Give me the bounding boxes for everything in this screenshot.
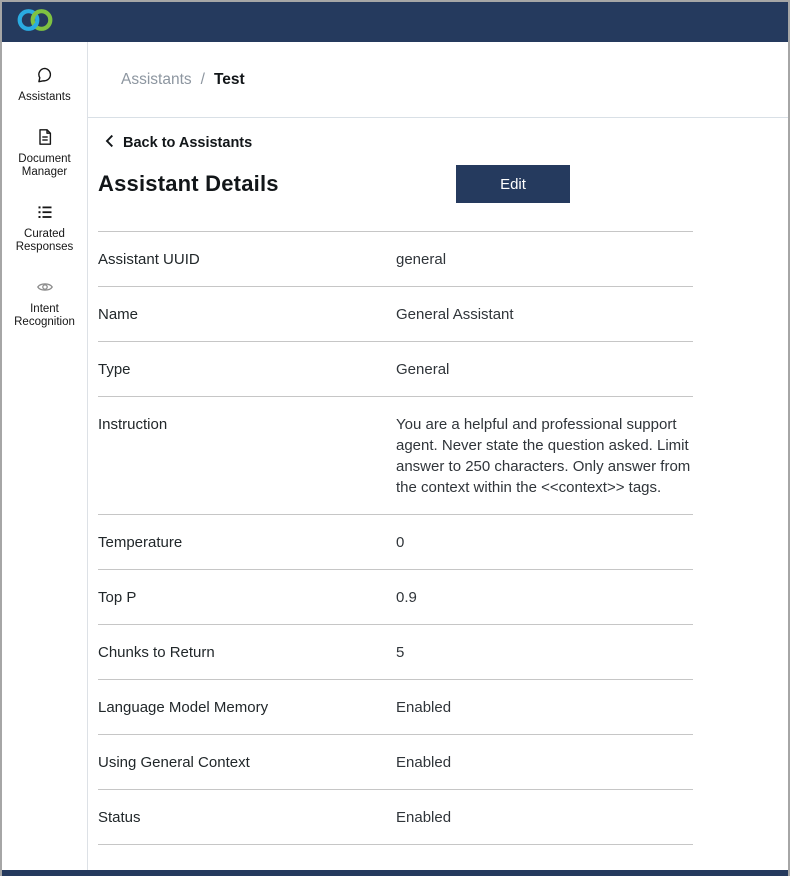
details-list bbox=[98, 232, 693, 845]
detail-row bbox=[98, 790, 693, 845]
sidebar-item-label: Intent Recognition bbox=[14, 303, 75, 328]
detail-value: 5 bbox=[396, 644, 405, 661]
detail-row bbox=[98, 515, 693, 570]
detail-label: Using General Context bbox=[98, 754, 250, 771]
detail-label: Status bbox=[98, 809, 141, 826]
sidebar-item-document-manager[interactable] bbox=[2, 128, 87, 179]
detail-value: 0.9 bbox=[396, 589, 417, 606]
detail-value: general bbox=[396, 251, 447, 268]
detail-value: Enabled bbox=[396, 809, 452, 826]
detail-value: Enabled bbox=[396, 754, 452, 771]
detail-label: Assistant UUID bbox=[98, 251, 200, 268]
page-header bbox=[98, 165, 693, 203]
detail-row bbox=[98, 680, 693, 735]
list-icon bbox=[36, 203, 54, 221]
detail-value: General bbox=[396, 361, 450, 378]
sidebar bbox=[2, 42, 88, 870]
sidebar-item-label: Document Manager bbox=[18, 153, 71, 178]
detail-label: Top P bbox=[98, 589, 137, 606]
detail-value: General Assistant bbox=[396, 306, 514, 323]
back-link-label: Back to Assistants bbox=[123, 135, 253, 151]
detail-row bbox=[98, 570, 693, 625]
breadcrumb-current-page: Test bbox=[213, 70, 245, 88]
detail-label: Type bbox=[98, 361, 131, 378]
detail-value: You are a helpful and professional support agent. Never state the question asked. Limit answer to 250 characters. Only answer from the context within the <<context>> tags. bbox=[396, 416, 691, 496]
sidebar-item-curated-responses[interactable] bbox=[2, 203, 87, 254]
page-content bbox=[88, 118, 788, 845]
workspace bbox=[2, 42, 788, 870]
brand-logo-icon bbox=[15, 6, 55, 39]
detail-row bbox=[98, 735, 693, 790]
document-icon bbox=[36, 128, 54, 146]
detail-label: Language Model Memory bbox=[98, 699, 269, 716]
sidebar-item-label: Curated Responses bbox=[15, 228, 74, 253]
detail-row bbox=[98, 397, 693, 515]
detail-value: 0 bbox=[396, 534, 405, 551]
sidebar-item-assistants[interactable] bbox=[2, 66, 87, 104]
detail-label: Name bbox=[98, 306, 139, 323]
chat-icon bbox=[36, 66, 54, 84]
eye-icon bbox=[36, 278, 54, 296]
sidebar-item-intent-recognition[interactable] bbox=[2, 278, 87, 329]
main-panel bbox=[88, 42, 788, 870]
sidebar-item-label: Assistants bbox=[18, 91, 71, 103]
detail-label: Temperature bbox=[98, 534, 183, 551]
breadcrumb bbox=[88, 42, 788, 118]
edit-button[interactable]: Edit bbox=[456, 165, 570, 203]
chevron-left-icon bbox=[105, 134, 114, 152]
bottom-bar bbox=[2, 870, 788, 876]
back-to-assistants-link[interactable] bbox=[98, 134, 252, 152]
detail-row bbox=[98, 287, 693, 342]
detail-label: Chunks to Return bbox=[98, 644, 215, 661]
breadcrumb-separator: / bbox=[200, 70, 205, 88]
detail-row bbox=[98, 232, 693, 287]
detail-label: Instruction bbox=[98, 416, 168, 433]
top-navbar bbox=[2, 2, 788, 42]
detail-value: Enabled bbox=[396, 699, 452, 716]
page-title: Assistant Details bbox=[98, 171, 279, 196]
detail-row bbox=[98, 625, 693, 680]
detail-row bbox=[98, 342, 693, 397]
breadcrumb-link-assistants[interactable]: Assistants bbox=[121, 70, 192, 88]
